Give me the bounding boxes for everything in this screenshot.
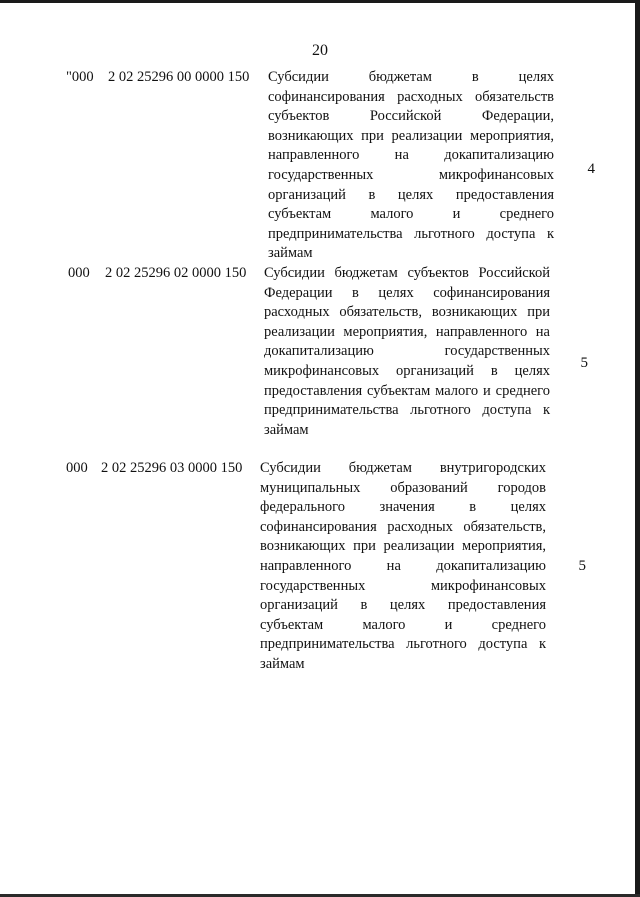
row-amount: 5	[580, 355, 588, 371]
row-description: Субсидии бюджетам внутригородских муниципальных образований городов федерального значения в целях софинансирования расходных обязательств, возникающих при реализации мероприятия, направленного на докапитализацию государственных микрофинансовых организаций в целях предоставления субъектам малого и среднего предпринимательства льготного доступа к займам	[260, 460, 546, 672]
admin-code: 000	[66, 460, 88, 476]
row-description: Субсидии бюджетам в целях софинансирования расходных обязательств субъектов Российской Федерации, возникающих при реализации мероприятия, направленного на докапитализацию государственных микрофинансовых организаций в целях предоставления субъектам малого и среднего предпринимательства льготного доступа к займам	[268, 69, 554, 262]
scan-border-top	[0, 0, 640, 3]
row-amount: 5	[578, 558, 586, 574]
scan-border-right	[635, 0, 640, 897]
row-description: Субсидии бюджетам субъектов Российской Федерации в целях софинансирования расходных обязательств, возникающих при реализации мероприятия, направленного на докапитализацию государственных микрофинансовых организаций в целях предоставления субъектам малого и среднего предпринимательства льготного доступа к займам	[264, 265, 550, 438]
income-code: 2 02 25296 00 0000 150	[108, 69, 250, 85]
admin-code: "000	[66, 69, 94, 85]
income-code: 2 02 25296 02 0000 150	[105, 265, 247, 281]
page-number: 20	[312, 42, 328, 59]
income-code: 2 02 25296 03 0000 150	[101, 460, 243, 476]
admin-code: 000	[68, 265, 90, 281]
row-amount: 4	[587, 161, 595, 177]
